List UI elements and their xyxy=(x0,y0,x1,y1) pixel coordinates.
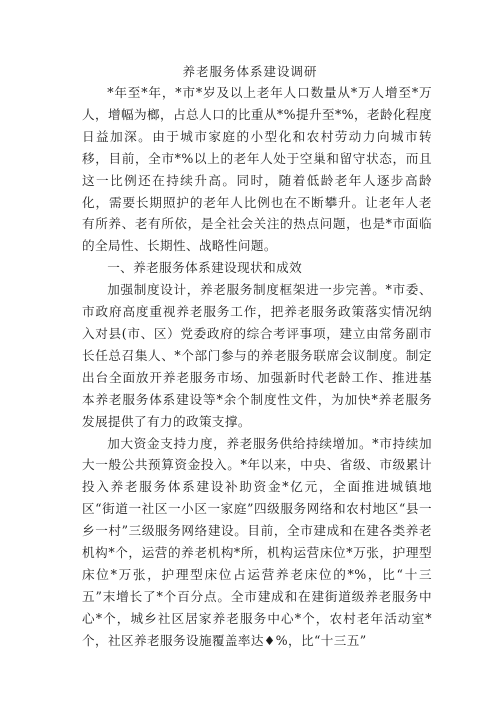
document-title: 养老服务体系建设调研 xyxy=(182,64,318,79)
funding-paragraph: 加大资金支持力度，养老服务供给持续增加。*市持续加大一般公共预算资金投入。*年以来，中央、省级、市级累计投入养老服务体系建设补助资金*亿元，全面推进城镇地区“街道一社区一小区一家庭”四级服务网络和农村地区“县一乡一村”三级服务网络建设。目前，全市建成和在建各类养老机构*个，运营的养老机构*所，机构运营床位*万张，护理型床位*万张，护理型床位占运营养老床位的*%，比“十三五”末增长了*个百分点。全市建成和在建街道级养老服务中心*个，城乡社区居家养老服务中心*个，农村老年活动室*个，社区养老服务设施覆盖率达♦%，比“十三五” xyxy=(82,435,432,648)
document-body xyxy=(82,82,432,652)
section-heading: 一、养老服务体系建设现状和成效 xyxy=(107,260,303,276)
policy-paragraph: 加强制度设计，养老服务制度框架进一步完善。*市委、市政府高度重视养老服务工作，把养老服务政策落实情况纳入对县(市、区）党委政府的综合考评事项，建立由常务副市长任总召集人、*个部门参与的养老服务联席会议制度。制定出台全面放开养老服务市场、加强新时代老龄工作、推进基本养老服务体系建设等*余个制度性文件，为加快*养老服务发展提供了有力的政策支撑。 xyxy=(82,282,432,429)
intro-paragraph: *年至*年，*市*岁及以上老年人口数量从*万人增至*万人，增幅为榔，占总人口的比重从*%提升至*%，老龄化程度日益加深。由于城市家庭的小型化和农村劳动力向城市转移，目前，全市*%以上的老年人处于空巢和留守状态，而且这一比例还在持续升高。同时，随着低龄老年人逐步高龄化，需要长期照护的老年人比例也在不断攀升。让老年人老有所养、老有所依，是全社会关注的热点问题，也是*市面临的全局性、长期性、战略性问题。 xyxy=(82,85,432,254)
